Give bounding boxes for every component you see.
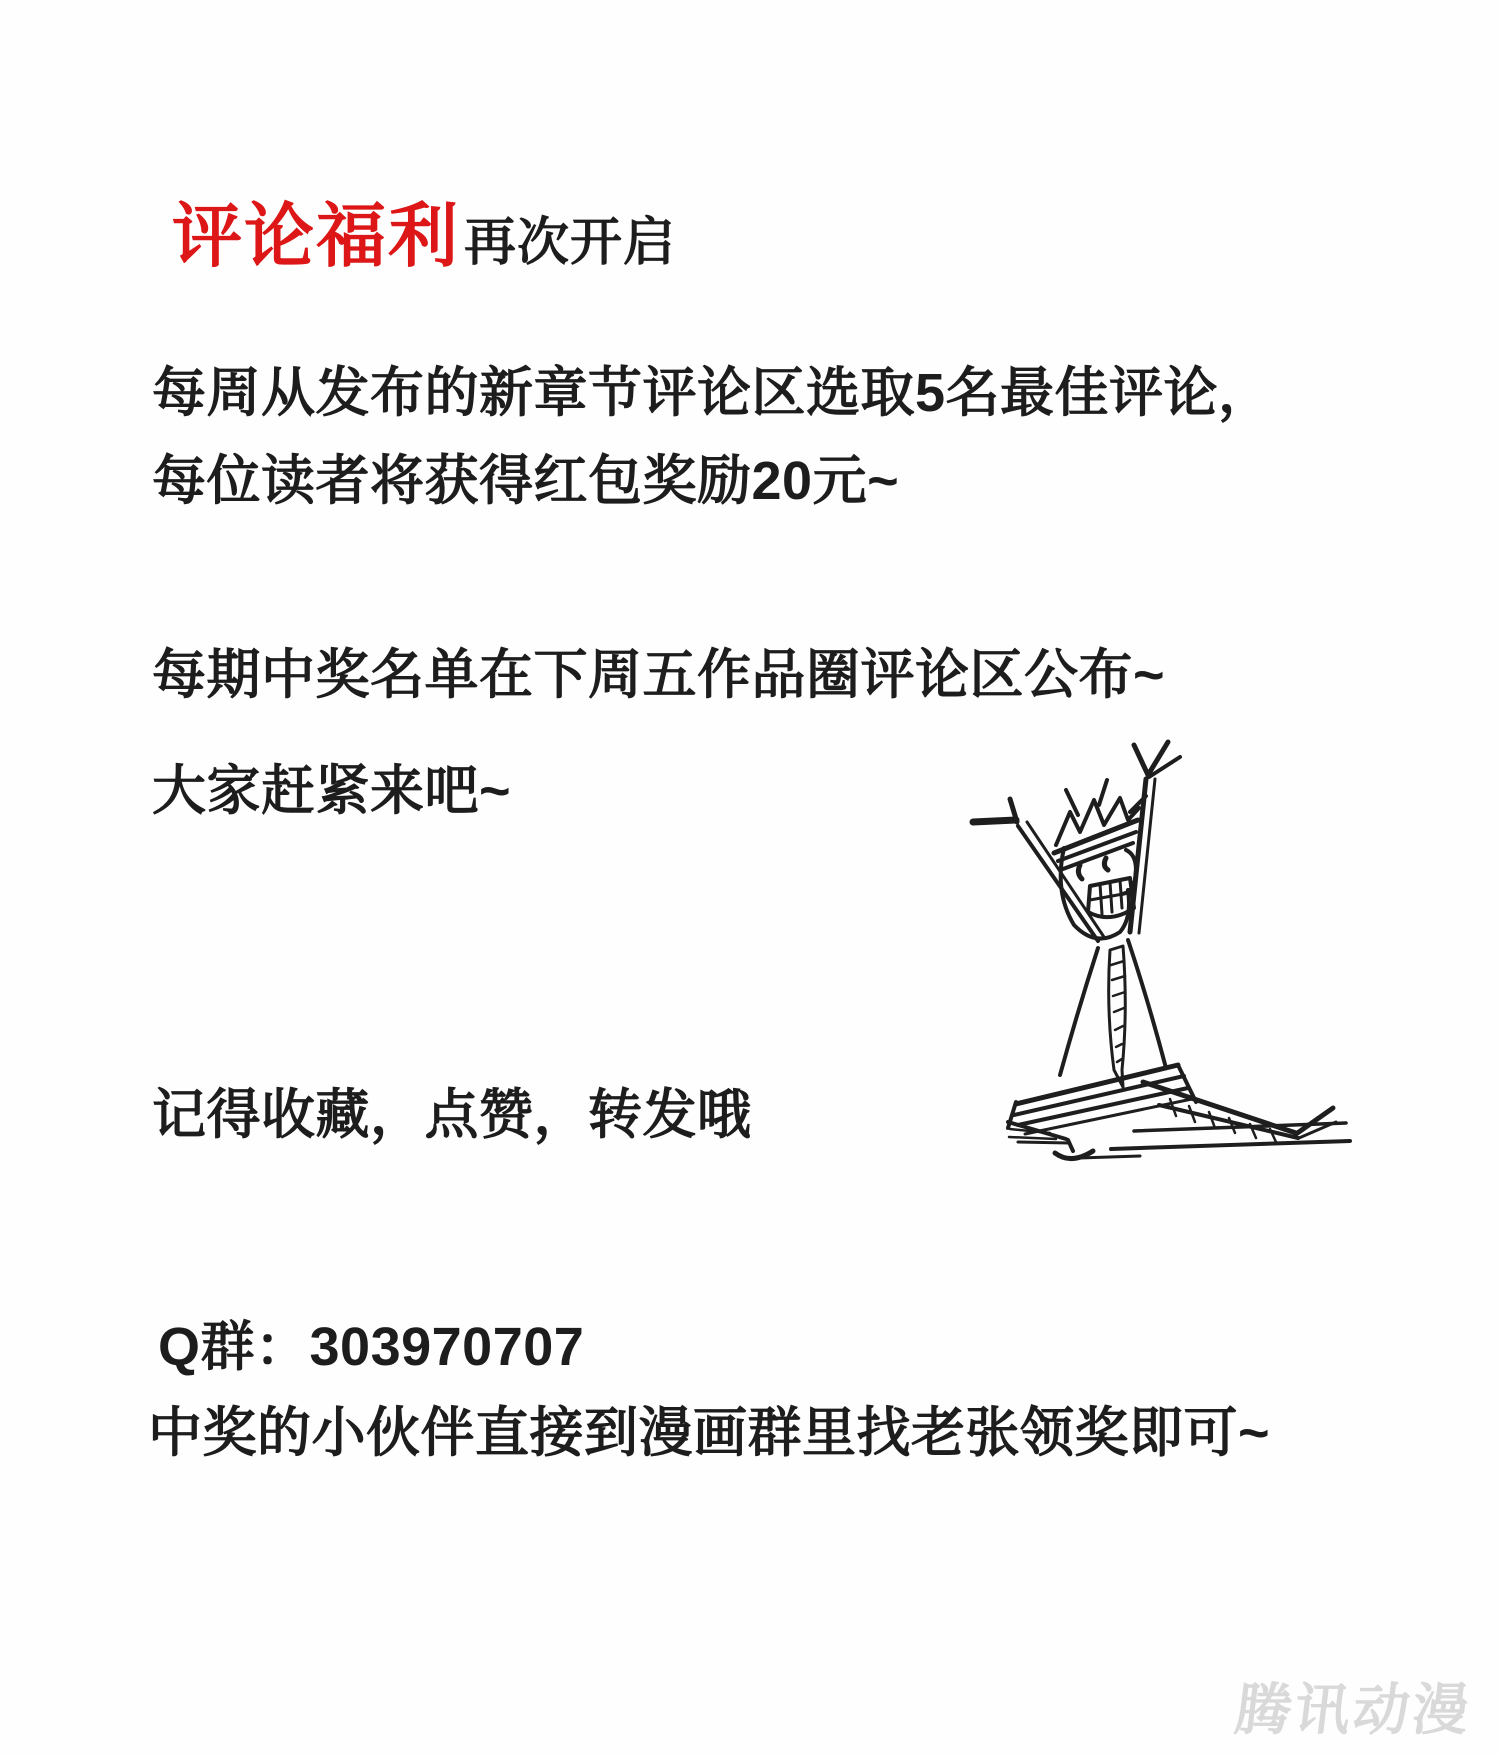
celebrating-person-sketch [858, 650, 1358, 1180]
page-title [172, 180, 676, 281]
rule-text-line2: 每位读者将获得红包奖励20元~ [152, 451, 900, 511]
qq-group-number: Q群：303970707 [158, 1317, 585, 1377]
claim-instruction-text: 中奖的小伙伴直接到漫画群里找老张领奖即可~ [148, 1403, 1271, 1463]
reminder-text: 记得收藏，点赞，转发哦 [152, 1085, 752, 1145]
invitation-text: 大家赶紧来吧~ [152, 761, 512, 821]
winners-announcement-text: 每期中奖名单在下周五作品圈评论区公布~ [152, 645, 1166, 705]
title-highlight-text: 评论福利 [172, 197, 460, 275]
rule-text-line1: 每周从发布的新章节评论区选取5名最佳评论， [152, 363, 1273, 423]
tencent-comics-watermark: 腾讯动漫 [1231, 1678, 1476, 1741]
title-rest-text: 再次开启 [464, 214, 677, 272]
